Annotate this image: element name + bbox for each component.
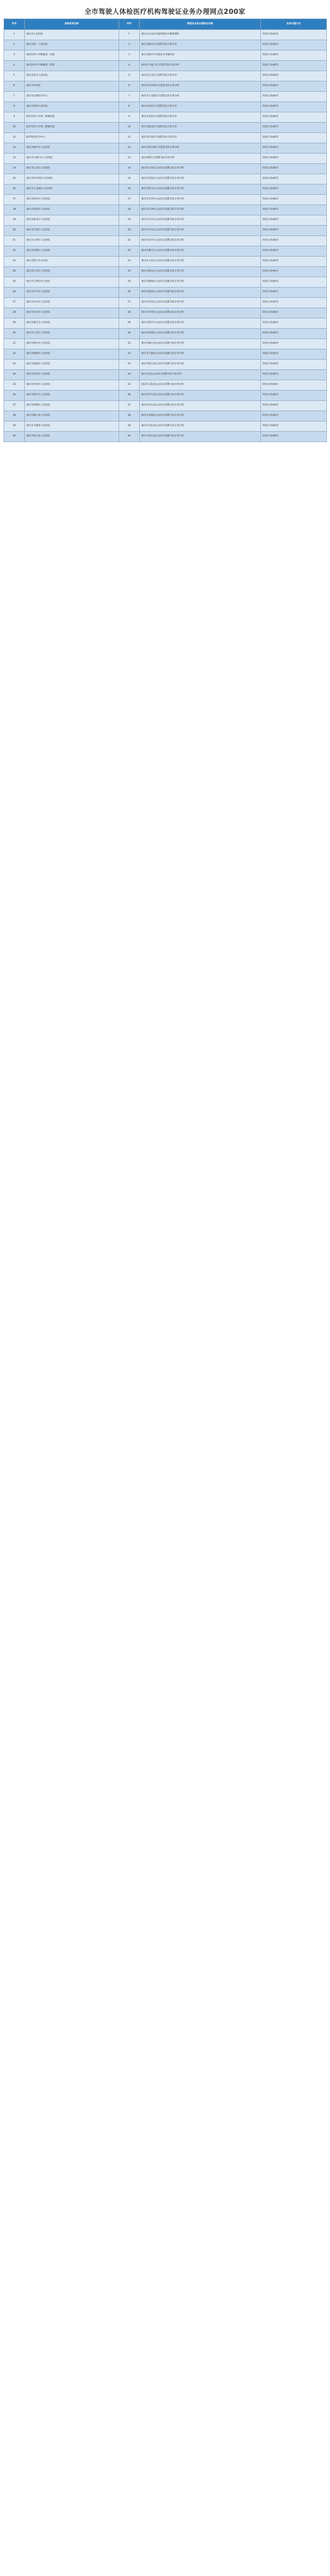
table-cell: 重庆市中医院 xyxy=(25,81,119,92)
table-cell: 重庆市巫山县公安局交巡警大队车管分所 xyxy=(140,401,261,411)
table-cell: 8 xyxy=(4,102,25,112)
table-cell: 现场/自助/邮寄 xyxy=(261,236,327,246)
table-cell: 重庆市合川区人民医院 xyxy=(25,287,119,298)
table-row xyxy=(4,30,327,40)
table-cell: 37 xyxy=(119,401,140,411)
table-cell: 现场/自助/邮寄 xyxy=(261,318,327,329)
table-cell: 13 xyxy=(4,154,25,164)
table-cell: 现场/自助/邮寄 xyxy=(261,215,327,226)
table-row xyxy=(4,40,327,50)
table-cell: 39 xyxy=(119,421,140,432)
table-row xyxy=(4,339,327,349)
table-row xyxy=(4,257,327,267)
table-cell: 25 xyxy=(4,277,25,287)
table-cell: 18 xyxy=(4,205,25,215)
table-cell: 现场/自助/邮寄 xyxy=(261,411,327,421)
table-cell: 现场/自助/邮寄 xyxy=(261,61,327,71)
table-cell: 39 xyxy=(4,421,25,432)
table-row xyxy=(4,277,327,287)
table-cell: 重庆市渝北区交巡警支队车管分所 xyxy=(140,123,261,133)
table-cell: 重庆市长寿区人民医院 xyxy=(25,267,119,277)
table-cell: 现场/自助/邮寄 xyxy=(261,112,327,123)
table-cell: 现场/自助/邮寄 xyxy=(261,349,327,360)
table-cell: 23 xyxy=(119,257,140,267)
table-row xyxy=(4,298,327,308)
table-cell: 26 xyxy=(119,287,140,298)
table-cell: 现场/自助/邮寄 xyxy=(261,133,327,143)
table-cell: 重庆市武隆区人民医院 xyxy=(25,401,119,411)
table-cell: 现场/自助/邮寄 xyxy=(261,391,327,401)
table-cell: 现场/自助/邮寄 xyxy=(261,298,327,308)
table-cell: 重庆市合川区公安局交巡警支队车管分所 xyxy=(140,215,261,226)
table-cell: 重庆高新区交巡警支队车管分所 xyxy=(140,154,261,164)
table-cell: 现场/自助/邮寄 xyxy=(261,421,327,432)
table-cell: 5 xyxy=(4,71,25,81)
table-row xyxy=(4,391,327,401)
table-cell: 重庆市大足区人民医院 xyxy=(25,329,119,339)
table-cell: 重庆市铜梁区公安局交巡警支队车管分所 xyxy=(140,277,261,287)
table-cell: 重庆市巴南区交巡警支队车管分所 xyxy=(140,133,261,143)
table-cell: 重庆市奉节县公安局交巡警大队车管分所 xyxy=(140,391,261,401)
table-cell: 重庆市綦江区公安局交巡警支队车管分所 xyxy=(140,246,261,257)
table-cell: 重庆市梁平区人民医院 xyxy=(25,391,119,401)
table-cell: 4 xyxy=(4,61,25,71)
table-cell: 现场/自助/邮寄 xyxy=(261,401,327,411)
table-cell: 29 xyxy=(119,318,140,329)
table-cell: 现场/自助/邮寄 xyxy=(261,71,327,81)
table-cell: 32 xyxy=(119,349,140,360)
table-cell: 7 xyxy=(119,92,140,102)
table-cell: 19 xyxy=(4,215,25,226)
table-cell: 22 xyxy=(4,246,25,257)
table-cell: 现场/自助/邮寄 xyxy=(261,195,327,205)
table-cell: 20 xyxy=(119,226,140,236)
table-cell: 重庆市江津区中心医院 xyxy=(25,277,119,287)
table-row xyxy=(4,195,327,205)
table-cell: 现场/自助/邮寄 xyxy=(261,257,327,267)
table-cell: 重庆市永川区人民医院 xyxy=(25,298,119,308)
table-cell: 重庆市秀山县公安局交巡警大队车管分所 xyxy=(140,432,261,442)
table-cell: 重庆市江北区交巡警支队车管分所 xyxy=(140,71,261,81)
table-cell: 重庆市九龙坡区人民医院 xyxy=(25,184,119,195)
table-row xyxy=(4,287,327,298)
table-row xyxy=(4,174,327,184)
table-cell: 4 xyxy=(119,61,140,71)
table-container xyxy=(4,19,326,442)
table-cell: 现场/自助/邮寄 xyxy=(261,370,327,380)
table-cell: 现场/自助/邮寄 xyxy=(261,154,327,164)
table-row xyxy=(4,50,327,61)
table-cell: 11 xyxy=(119,133,140,143)
table-cell: 重庆市忠县公安局交巡警大队车管分所 xyxy=(140,370,261,380)
table-cell: 重庆市巴南区人民医院 xyxy=(25,226,119,236)
table-cell: 现场/自助/邮寄 xyxy=(261,277,327,287)
header-cell: 序号 xyxy=(119,19,140,30)
table-row xyxy=(4,421,327,432)
table-cell: 现场/自助/邮寄 xyxy=(261,50,327,61)
table-cell: 重庆市万州区公安局交巡警支队车管分所 xyxy=(140,164,261,174)
table-cell: 19 xyxy=(119,215,140,226)
table-cell: 1 xyxy=(4,30,25,40)
table-cell: 24 xyxy=(119,267,140,277)
table-cell: 重庆市第一人民医院 xyxy=(25,40,119,50)
table-cell: 1 xyxy=(119,30,140,40)
table-row xyxy=(4,401,327,411)
table-cell: 重庆市大足区公安局交巡警支队车管分所 xyxy=(140,257,261,267)
table-row xyxy=(4,112,327,123)
table-cell: 30 xyxy=(119,329,140,339)
table-cell: 重庆市北碚区人民医院 xyxy=(25,205,119,215)
table-cell: 8 xyxy=(119,102,140,112)
table-row xyxy=(4,81,327,92)
table-row xyxy=(4,236,327,246)
table-cell: 重庆市城口县公安局交巡警大队车管分所 xyxy=(140,339,261,349)
table-cell: 重庆市丰都县公安局交巡警大队车管分所 xyxy=(140,349,261,360)
table-cell: 27 xyxy=(119,298,140,308)
table-cell: 6 xyxy=(4,81,25,92)
table-cell: 重庆市大渡口区交巡警支队车管分所 xyxy=(140,61,261,71)
table-cell: 23 xyxy=(4,257,25,267)
table-cell: 现场/自助/邮寄 xyxy=(261,102,327,112)
header-cell: 业务办理方式 xyxy=(261,19,327,30)
table-cell: 重庆市开州区人民医院 xyxy=(25,380,119,391)
table-cell: 22 xyxy=(119,246,140,257)
table-row xyxy=(4,246,327,257)
table-row xyxy=(4,123,327,133)
header-cell: 体检机构名称 xyxy=(25,19,119,30)
table-header xyxy=(4,19,327,30)
table-cell: 34 xyxy=(4,370,25,380)
table-header-row xyxy=(4,19,327,30)
table-cell: 重庆市璧山区公安局交巡警支队车管分所 xyxy=(140,267,261,277)
table-row xyxy=(4,71,327,81)
table-cell: 3 xyxy=(119,50,140,61)
table-cell: 现场/自助/邮寄 xyxy=(261,40,327,50)
table-cell: 重庆市急救医疗中心 xyxy=(25,92,119,102)
table-cell: 35 xyxy=(119,380,140,391)
table-cell: 现场/自助/邮寄 xyxy=(261,246,327,257)
table-cell: 重庆市大渡口区人民医院 xyxy=(25,154,119,164)
table-cell: 16 xyxy=(119,184,140,195)
table-cell: 现场/自助/邮寄 xyxy=(261,329,327,339)
table-cell: 重庆市潼南区人民医院 xyxy=(25,360,119,370)
table-row xyxy=(4,143,327,154)
table-cell: 27 xyxy=(4,298,25,308)
table-cell: 26 xyxy=(4,287,25,298)
table-cell: 9 xyxy=(119,112,140,123)
table-cell: 重庆市铜梁区人民医院 xyxy=(25,349,119,360)
table-cell: 重庆市黔江中心医院 xyxy=(25,257,119,267)
table-cell: 陆军特色医学中心 xyxy=(25,133,119,143)
table-cell: 重庆市巫溪县公安局交巡警大队车管分所 xyxy=(140,411,261,421)
table-cell: 重庆市云阳县公安局交巡警大队车管分所 xyxy=(140,380,261,391)
table-cell: 陆军军医大学第一附属医院 xyxy=(25,112,119,123)
table-cell: 重庆市璧山区人民医院 xyxy=(25,339,119,349)
table-row xyxy=(4,92,327,102)
table-cell: 31 xyxy=(4,339,25,349)
table-row xyxy=(4,318,327,329)
table-cell: 29 xyxy=(4,318,25,329)
table-cell: 6 xyxy=(119,81,140,92)
table-cell: 9 xyxy=(4,112,25,123)
table-cell: 重庆市人民医院 xyxy=(25,30,119,40)
table-cell: 3 xyxy=(4,50,25,61)
table-cell: 17 xyxy=(4,195,25,205)
table-cell: 38 xyxy=(4,411,25,421)
table-cell: 重庆市第四人民医院 xyxy=(25,102,119,112)
table-cell: 14 xyxy=(4,164,25,174)
table-cell: 重庆市涪陵区公安局交巡警支队车管分所 xyxy=(140,174,261,184)
table-row xyxy=(4,205,327,215)
table-cell: 现场/自助/邮寄 xyxy=(261,432,327,442)
table-cell: 2 xyxy=(4,40,25,50)
table-cell: 36 xyxy=(4,391,25,401)
table-cell: 现场/自助/邮寄 xyxy=(261,164,327,174)
table-cell: 重庆市南川区人民医院 xyxy=(25,308,119,318)
document-title: 全市驾驶人体检医疗机构驾驶证业务办理网点200家 xyxy=(84,8,246,16)
table-cell: 15 xyxy=(119,174,140,184)
table-cell: 现场/自助/邮寄 xyxy=(261,92,327,102)
table-cell: 重庆市北碚区交巡警支队车管分所 xyxy=(140,112,261,123)
table-cell: 21 xyxy=(4,236,25,246)
table-cell: 现场/自助/邮寄 xyxy=(261,184,327,195)
table-cell: 25 xyxy=(119,277,140,287)
table-cell: 现场/自助/邮寄 xyxy=(261,287,327,298)
table-cell: 31 xyxy=(119,339,140,349)
table-cell: 28 xyxy=(4,308,25,318)
table-row xyxy=(4,215,327,226)
table-row xyxy=(4,432,327,442)
table-cell: 现场/自助/邮寄 xyxy=(261,123,327,133)
table-cell: 重庆市荣昌区人民医院 xyxy=(25,370,119,380)
table-cell: 32 xyxy=(4,349,25,360)
table-cell: 重庆医科大学附属第一医院 xyxy=(25,50,119,61)
table-cell: 13 xyxy=(119,154,140,164)
table-cell: 10 xyxy=(4,123,25,133)
table-cell: 重庆市荣昌区公安局交巡警支队车管分所 xyxy=(140,298,261,308)
table-cell: 重庆市九龙坡区交巡警支队车管分所 xyxy=(140,92,261,102)
table-cell: 现场/自助/邮寄 xyxy=(261,226,327,236)
table-cell: 21 xyxy=(119,236,140,246)
table-cell: 10 xyxy=(119,123,140,133)
table-cell: 40 xyxy=(4,432,25,442)
table-cell: 重庆市渝北区人民医院 xyxy=(25,215,119,226)
table-cell: 现场/自助/邮寄 xyxy=(261,81,327,92)
table-cell: 16 xyxy=(4,184,25,195)
table-cell: 重庆医科大学附属第二医院 xyxy=(25,61,119,71)
table-cell: 28 xyxy=(119,308,140,318)
table-body xyxy=(4,30,327,442)
table-row xyxy=(4,61,327,71)
table-cell: 重庆市公安局交通管理局车辆管理所 xyxy=(140,30,261,40)
table-cell: 重庆市黔江区公安局交巡警支队车管分所 xyxy=(140,184,261,195)
table-cell: 现场/自助/邮寄 xyxy=(261,267,327,277)
table-cell: 24 xyxy=(4,267,25,277)
table-cell: 重庆市武隆区公安局交巡警支队车管分所 xyxy=(140,329,261,339)
table-cell: 18 xyxy=(119,205,140,215)
table-cell: 重庆市渝中区驾驶证业务服务站 xyxy=(140,50,261,61)
table-cell: 重庆市綦江区人民医院 xyxy=(25,318,119,329)
table-cell: 重庆市垫江县人民医院 xyxy=(25,432,119,442)
table-cell: 陆军军医大学第二附属医院 xyxy=(25,123,119,133)
table-cell: 重庆市沙坪坝区人民医院 xyxy=(25,174,119,184)
table-cell: 现场/自助/邮寄 xyxy=(261,380,327,391)
table-row xyxy=(4,184,327,195)
table-cell: 重庆市涪陵区人民医院 xyxy=(25,246,119,257)
table-cell: 现场/自助/邮寄 xyxy=(261,308,327,318)
table-cell: 重庆市垫江县公安局交巡警大队车管分所 xyxy=(140,360,261,370)
table-cell: 重庆市南川区公安局交巡警支队车管分所 xyxy=(140,236,261,246)
table-row xyxy=(4,308,327,318)
table-cell: 重庆市万州区人民医院 xyxy=(25,236,119,246)
table-cell: 重庆市梁平区公安局交巡警支队车管分所 xyxy=(140,318,261,329)
table-cell: 现场/自助/邮寄 xyxy=(261,174,327,184)
table-cell: 12 xyxy=(4,143,25,154)
table-cell: 现场/自助/邮寄 xyxy=(261,205,327,215)
table-cell: 38 xyxy=(119,411,140,421)
table-cell: 现场/自助/邮寄 xyxy=(261,30,327,40)
table-cell: 重庆市江北区人民医院 xyxy=(25,164,119,174)
header-cell: 驾驶证业务办理网点名称 xyxy=(140,19,261,30)
table-cell: 重庆市渝中区交巡警支队车管分所 xyxy=(140,40,261,50)
table-cell: 35 xyxy=(4,380,25,391)
table-cell: 重庆市渝中区人民医院 xyxy=(25,143,119,154)
table-cell: 5 xyxy=(119,71,140,81)
table-cell: 重庆市沙坪坝区交巡警支队车管分所 xyxy=(140,81,261,92)
table-cell: 现场/自助/邮寄 xyxy=(261,339,327,349)
table-cell: 现场/自助/邮寄 xyxy=(261,360,327,370)
table-row xyxy=(4,133,327,143)
table-cell: 重庆市江津区公安局交巡警支队车管分所 xyxy=(140,205,261,215)
table-cell: 20 xyxy=(4,226,25,236)
table-row xyxy=(4,267,327,277)
table-cell: 重庆市南岸区人民医院 xyxy=(25,195,119,205)
table-cell: 30 xyxy=(4,329,25,339)
table-row xyxy=(4,329,327,339)
table-cell: 重庆市潼南区公安局交巡警支队车管分所 xyxy=(140,287,261,298)
table-cell: 14 xyxy=(119,164,140,174)
table-row xyxy=(4,226,327,236)
table-row xyxy=(4,102,327,112)
table-row xyxy=(4,349,327,360)
table-cell: 15 xyxy=(4,174,25,184)
table-row xyxy=(4,164,327,174)
table-cell: 33 xyxy=(119,360,140,370)
table-cell: 重庆市南岸区交巡警支队车管分所 xyxy=(140,102,261,112)
table-cell: 7 xyxy=(4,92,25,102)
table-cell: 重庆市两江新区交巡警支队车管分所 xyxy=(140,143,261,154)
table-row xyxy=(4,360,327,370)
table-cell: 重庆市长寿区公安局交巡警支队车管分所 xyxy=(140,195,261,205)
header-cell: 序号 xyxy=(4,19,25,30)
table-row xyxy=(4,411,327,421)
table-cell: 重庆市城口县人民医院 xyxy=(25,411,119,421)
table-cell: 37 xyxy=(4,401,25,411)
table-cell: 33 xyxy=(4,360,25,370)
table-row xyxy=(4,370,327,380)
data-table xyxy=(4,19,327,442)
table-row xyxy=(4,380,327,391)
table-cell: 11 xyxy=(4,133,25,143)
table-cell: 重庆市永川区公安局交巡警支队车管分所 xyxy=(140,226,261,236)
table-cell: 重庆市第五人民医院 xyxy=(25,71,119,81)
table-cell: 重庆市石柱县公安局交巡警大队车管分所 xyxy=(140,421,261,432)
table-row xyxy=(4,154,327,164)
table-cell: 40 xyxy=(119,432,140,442)
table-cell: 重庆市开州区公安局交巡警支队车管分所 xyxy=(140,308,261,318)
table-cell: 2 xyxy=(119,40,140,50)
table-cell: 34 xyxy=(119,370,140,380)
table-cell: 17 xyxy=(119,195,140,205)
table-cell: 12 xyxy=(119,143,140,154)
table-cell: 现场/自助/邮寄 xyxy=(261,143,327,154)
table-cell: 36 xyxy=(119,391,140,401)
table-cell: 重庆市丰都县人民医院 xyxy=(25,421,119,432)
